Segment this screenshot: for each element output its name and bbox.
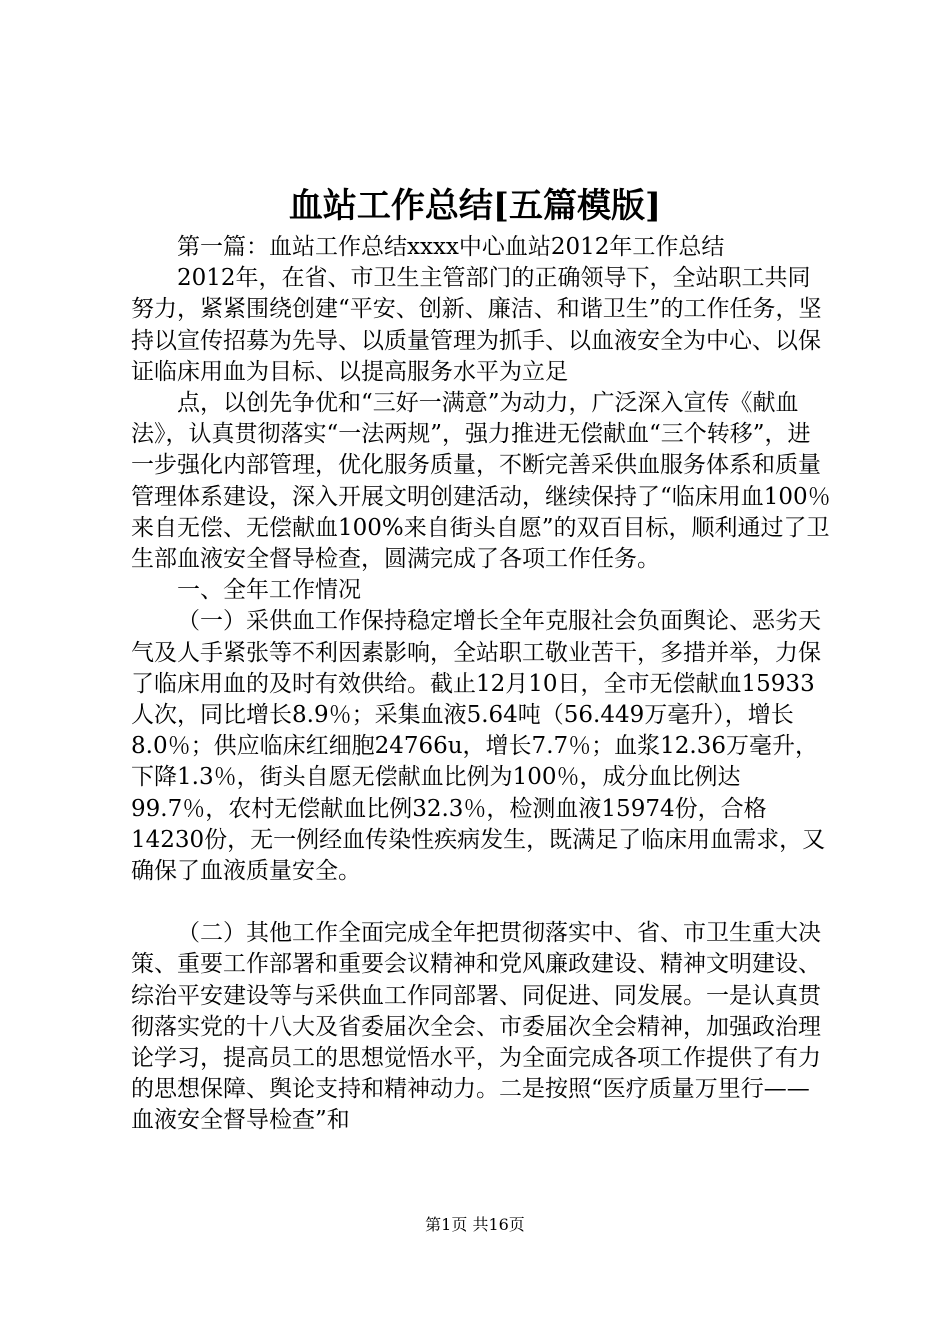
page-number-footer: 第1页 共16页 [425, 1215, 525, 1234]
paragraph: （一）采供血工作保持稳定增长全年克服社会负面舆论、恶劣天气及人手紧张等不利因素影响，全站职工敬业苦干，多措并举，力保了临床用血的及时有效供给。截止12月10日，全市无偿献血15933人次，同比增长8.9％；采集血液5.64吨（56.449万毫升），增长8.0％；供应临床红细胞24766u，增长7.7％；血浆12.36万毫升，下降1.3％，街头自愿无偿献血比例为100％，成分血比例达99.7％，农村无偿献血比例32.3％，检测血液15974份，合格14230份，无一例经血传染性疾病发生，既满足了临床用血需求，又确保了血液质量安全。 [131, 608, 826, 885]
paragraph: 点，以创先争优和“三好一满意”为动力，广泛深入宣传《献血法》，认真贯彻落实“一法两规”，强力推进无偿献血“三个转移”，进一步强化内部管理，优化服务质量，不断完善采供血服务体系和质量管理体系建设，深入开展文明创建活动，继续保持了“临床用血100％来自无偿、无偿献血100%来自街头自愿”的双百目标，顺利通过了卫生部血液安全督导检查，圆满完成了各项工作任务。 [131, 390, 831, 573]
document-body [131, 232, 831, 1137]
subheading: 一、全年工作情况 [177, 577, 361, 604]
paragraph: 2012年，在省、市卫生主管部门的正确领导下，全站职工共同努力，紧紧围绕创建“平安、创新、廉洁、和谐卫生”的工作任务，坚持以宣传招募为先导、以质量管理为抓手、以血液安全为中心、以保证临床用血为目标、以提高服务水平为立足 [131, 265, 822, 385]
paragraph: （二）其他工作全面完成全年把贯彻落实中、省、市卫生重大决策、重要工作部署和重要会议精神和党风廉政建设、精神文明建设、综治平安建设等与采供血工作同部署、同促进、同发展。一是认真贯彻落实党的十八大及省委届次全会、市委届次全会精神，加强政治理论学习，提高员工的思想觉悟水平，为全面完成各项工作提供了有力的思想保障、舆论支持和精神动力。二是按照“医疗质量万里行——血液安全督导检查”和 [131, 920, 821, 1134]
page-title: 血站工作总结[五篇模版] [288, 186, 662, 226]
paragraph-spacer [131, 887, 831, 918]
section-heading: 第一篇：血站工作总结xxxx中心血站2012年工作总结 [177, 234, 725, 260]
